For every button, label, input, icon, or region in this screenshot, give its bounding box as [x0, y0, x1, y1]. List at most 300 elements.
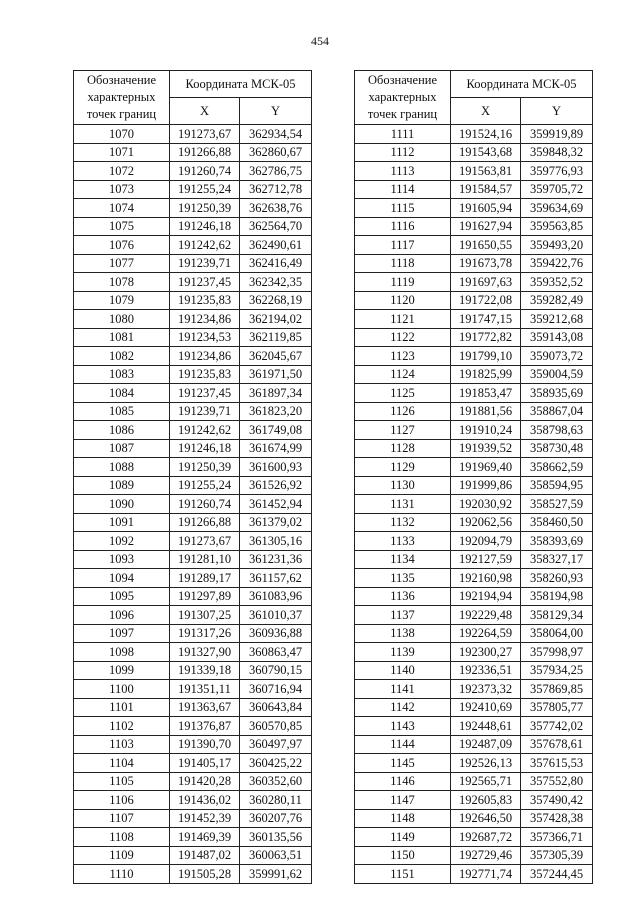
y-coordinate-cell: 361157,62 — [240, 569, 312, 588]
x-coordinate-cell: 191487,02 — [170, 846, 240, 865]
y-coordinate-cell: 360352,60 — [240, 772, 312, 791]
table-row — [74, 643, 312, 662]
x-coordinate-cell: 192526,13 — [451, 754, 521, 773]
y-coordinate-cell: 357305,39 — [521, 846, 593, 865]
table-row — [74, 772, 312, 791]
x-coordinate-cell: 192094,79 — [451, 532, 521, 551]
x-coordinate-cell: 191246,18 — [170, 217, 240, 236]
x-coordinate-cell: 191584,57 — [451, 180, 521, 199]
point-number-cell: 1070 — [74, 125, 170, 144]
table-row — [355, 402, 593, 421]
table-row — [74, 162, 312, 181]
x-coordinate-cell: 191266,88 — [170, 513, 240, 532]
x-coordinate-cell: 191260,74 — [170, 162, 240, 181]
point-label-header: Обозначение характерных точек границ — [355, 71, 451, 125]
x-coordinate-cell: 191436,02 — [170, 791, 240, 810]
y-coordinate-cell: 357366,71 — [521, 828, 593, 847]
y-coordinate-cell: 359991,62 — [240, 865, 312, 884]
table-row — [74, 846, 312, 865]
y-coordinate-cell: 360497,97 — [240, 735, 312, 754]
table-row — [74, 587, 312, 606]
point-number-cell: 1131 — [355, 495, 451, 514]
table-row — [74, 384, 312, 403]
y-coordinate-cell: 359705,72 — [521, 180, 593, 199]
point-number-cell: 1140 — [355, 661, 451, 680]
table-row — [74, 532, 312, 551]
point-number-cell: 1078 — [74, 273, 170, 292]
table-row — [74, 236, 312, 255]
x-coordinate-cell: 191697,63 — [451, 273, 521, 292]
point-number-cell: 1115 — [355, 199, 451, 218]
table-row — [74, 180, 312, 199]
y-coordinate-cell: 357490,42 — [521, 791, 593, 810]
x-coordinate-cell: 192336,51 — [451, 661, 521, 680]
table-row — [355, 643, 593, 662]
table-row — [355, 476, 593, 495]
y-coordinate-cell: 359563,85 — [521, 217, 593, 236]
x-coordinate-cell: 191234,86 — [170, 347, 240, 366]
table-row — [355, 717, 593, 736]
table-row — [74, 347, 312, 366]
y-coordinate-cell: 361010,37 — [240, 606, 312, 625]
point-number-cell: 1118 — [355, 254, 451, 273]
x-coordinate-cell: 192127,59 — [451, 550, 521, 569]
x-coordinate-cell: 191235,83 — [170, 291, 240, 310]
table-row — [355, 236, 593, 255]
point-number-cell: 1093 — [74, 550, 170, 569]
x-coordinate-cell: 191307,25 — [170, 606, 240, 625]
x-coordinate-cell: 191234,53 — [170, 328, 240, 347]
table-row — [74, 217, 312, 236]
x-coordinate-cell: 191881,56 — [451, 402, 521, 421]
point-number-cell: 1130 — [355, 476, 451, 495]
x-coordinate-cell: 191772,82 — [451, 328, 521, 347]
point-number-cell: 1139 — [355, 643, 451, 662]
y-coordinate-cell: 359004,59 — [521, 365, 593, 384]
x-coordinate-cell: 191799,10 — [451, 347, 521, 366]
point-number-cell: 1127 — [355, 421, 451, 440]
table-row — [355, 754, 593, 773]
table-row — [74, 698, 312, 717]
y-header: Y — [521, 98, 593, 125]
point-number-cell: 1087 — [74, 439, 170, 458]
point-label-header: Обозначение характерных точек границ — [74, 71, 170, 125]
point-number-cell: 1151 — [355, 865, 451, 884]
x-coordinate-cell: 192771,74 — [451, 865, 521, 884]
table-row — [74, 661, 312, 680]
point-number-cell: 1128 — [355, 439, 451, 458]
x-coordinate-cell: 192264,59 — [451, 624, 521, 643]
point-number-cell: 1103 — [74, 735, 170, 754]
y-coordinate-cell: 362045,67 — [240, 347, 312, 366]
table-row — [355, 384, 593, 403]
x-coordinate-cell: 192160,98 — [451, 569, 521, 588]
y-coordinate-cell: 357805,77 — [521, 698, 593, 717]
y-coordinate-cell: 357934,25 — [521, 661, 593, 680]
table-row — [355, 532, 593, 551]
y-coordinate-cell: 357552,80 — [521, 772, 593, 791]
x-coordinate-cell: 191260,74 — [170, 495, 240, 514]
y-coordinate-cell: 362119,85 — [240, 328, 312, 347]
x-coordinate-cell: 192229,48 — [451, 606, 521, 625]
y-coordinate-cell: 360425,22 — [240, 754, 312, 773]
x-coordinate-cell: 191351,11 — [170, 680, 240, 699]
table-body-left — [74, 125, 312, 884]
table-row — [74, 402, 312, 421]
x-coordinate-cell: 191910,24 — [451, 421, 521, 440]
y-coordinate-cell: 362638,76 — [240, 199, 312, 218]
y-coordinate-cell: 359493,20 — [521, 236, 593, 255]
point-number-cell: 1142 — [355, 698, 451, 717]
table-row — [355, 809, 593, 828]
table-row — [74, 310, 312, 329]
y-header: Y — [240, 98, 312, 125]
y-coordinate-cell: 358194,98 — [521, 587, 593, 606]
y-coordinate-cell: 358327,17 — [521, 550, 593, 569]
x-coordinate-cell: 191239,71 — [170, 402, 240, 421]
x-coordinate-cell: 192729,46 — [451, 846, 521, 865]
y-coordinate-cell: 362194,02 — [240, 310, 312, 329]
table-row — [355, 439, 593, 458]
x-coordinate-cell: 191722,08 — [451, 291, 521, 310]
x-coordinate-cell: 191242,62 — [170, 421, 240, 440]
point-number-cell: 1074 — [74, 199, 170, 218]
y-coordinate-cell: 360570,85 — [240, 717, 312, 736]
point-number-cell: 1106 — [74, 791, 170, 810]
point-number-cell: 1134 — [355, 550, 451, 569]
y-coordinate-cell: 361526,92 — [240, 476, 312, 495]
table-row — [74, 809, 312, 828]
point-number-cell: 1121 — [355, 310, 451, 329]
point-number-cell: 1086 — [74, 421, 170, 440]
coordinate-system-header: Координата МСК-05 — [451, 71, 593, 98]
y-coordinate-cell: 361083,96 — [240, 587, 312, 606]
point-number-cell: 1147 — [355, 791, 451, 810]
table-row — [355, 698, 593, 717]
table-row — [355, 550, 593, 569]
point-number-cell: 1150 — [355, 846, 451, 865]
x-coordinate-cell: 192687,72 — [451, 828, 521, 847]
table-row — [355, 143, 593, 162]
table-row — [355, 254, 593, 273]
x-coordinate-cell: 191376,87 — [170, 717, 240, 736]
y-coordinate-cell: 361674,99 — [240, 439, 312, 458]
table-row — [74, 717, 312, 736]
x-coordinate-cell: 192373,32 — [451, 680, 521, 699]
x-coordinate-cell: 191363,67 — [170, 698, 240, 717]
y-coordinate-cell: 360135,56 — [240, 828, 312, 847]
point-number-cell: 1096 — [74, 606, 170, 625]
table-row — [74, 791, 312, 810]
point-number-cell: 1094 — [74, 569, 170, 588]
table-row — [355, 310, 593, 329]
point-number-cell: 1104 — [74, 754, 170, 773]
point-number-cell: 1071 — [74, 143, 170, 162]
y-coordinate-cell: 362564,70 — [240, 217, 312, 236]
table-row — [355, 365, 593, 384]
point-number-cell: 1088 — [74, 458, 170, 477]
x-coordinate-cell: 191255,24 — [170, 476, 240, 495]
point-number-cell: 1105 — [74, 772, 170, 791]
x-coordinate-cell: 192646,50 — [451, 809, 521, 828]
table-row — [74, 680, 312, 699]
table-row — [74, 125, 312, 144]
table-row — [74, 199, 312, 218]
point-number-cell: 1089 — [74, 476, 170, 495]
x-coordinate-cell: 191390,70 — [170, 735, 240, 754]
point-number-cell: 1132 — [355, 513, 451, 532]
table-row — [355, 661, 593, 680]
table-row — [74, 513, 312, 532]
y-coordinate-cell: 361600,93 — [240, 458, 312, 477]
x-coordinate-cell: 191469,39 — [170, 828, 240, 847]
point-number-cell: 1082 — [74, 347, 170, 366]
x-coordinate-cell: 191673,78 — [451, 254, 521, 273]
table-row — [355, 587, 593, 606]
point-number-cell: 1102 — [74, 717, 170, 736]
x-coordinate-cell: 191999,86 — [451, 476, 521, 495]
point-number-cell: 1080 — [74, 310, 170, 329]
x-coordinate-cell: 191505,28 — [170, 865, 240, 884]
x-coordinate-cell: 191250,39 — [170, 458, 240, 477]
point-number-cell: 1124 — [355, 365, 451, 384]
table-row — [355, 569, 593, 588]
table-row — [355, 846, 593, 865]
table-row — [74, 476, 312, 495]
x-coordinate-cell: 192030,92 — [451, 495, 521, 514]
point-number-cell: 1143 — [355, 717, 451, 736]
point-number-cell: 1097 — [74, 624, 170, 643]
point-number-cell: 1146 — [355, 772, 451, 791]
point-number-cell: 1108 — [74, 828, 170, 847]
table-row — [355, 125, 593, 144]
y-coordinate-cell: 361971,50 — [240, 365, 312, 384]
point-number-cell: 1141 — [355, 680, 451, 699]
table-row — [74, 495, 312, 514]
y-coordinate-cell: 362342,35 — [240, 273, 312, 292]
point-number-cell: 1149 — [355, 828, 451, 847]
point-number-cell: 1122 — [355, 328, 451, 347]
y-coordinate-cell: 362860,67 — [240, 143, 312, 162]
y-coordinate-cell: 362712,78 — [240, 180, 312, 199]
point-number-cell: 1125 — [355, 384, 451, 403]
table-row — [355, 624, 593, 643]
table-row — [74, 624, 312, 643]
x-coordinate-cell: 191605,94 — [451, 199, 521, 218]
y-coordinate-cell: 359143,08 — [521, 328, 593, 347]
table-row — [74, 421, 312, 440]
point-number-cell: 1145 — [355, 754, 451, 773]
table-row — [355, 217, 593, 236]
y-coordinate-cell: 359422,76 — [521, 254, 593, 273]
table-row — [355, 791, 593, 810]
point-number-cell: 1117 — [355, 236, 451, 255]
table-row — [74, 828, 312, 847]
x-coordinate-cell: 191237,45 — [170, 384, 240, 403]
table-row — [355, 347, 593, 366]
table-row — [74, 439, 312, 458]
x-coordinate-cell: 191239,71 — [170, 254, 240, 273]
table-row — [74, 606, 312, 625]
table-row — [355, 291, 593, 310]
point-number-cell: 1148 — [355, 809, 451, 828]
y-coordinate-cell: 360643,84 — [240, 698, 312, 717]
x-coordinate-cell: 191452,39 — [170, 809, 240, 828]
table-row — [355, 865, 593, 884]
y-coordinate-cell: 360790,15 — [240, 661, 312, 680]
x-coordinate-cell: 191524,16 — [451, 125, 521, 144]
x-coordinate-cell: 191317,26 — [170, 624, 240, 643]
y-coordinate-cell: 359634,69 — [521, 199, 593, 218]
y-coordinate-cell: 361379,02 — [240, 513, 312, 532]
page-number: 454 — [311, 34, 329, 48]
x-coordinate-cell: 191235,83 — [170, 365, 240, 384]
point-number-cell: 1126 — [355, 402, 451, 421]
table-row — [74, 143, 312, 162]
point-number-cell: 1084 — [74, 384, 170, 403]
table-row — [74, 328, 312, 347]
x-coordinate-cell: 192605,83 — [451, 791, 521, 810]
y-coordinate-cell: 357678,61 — [521, 735, 593, 754]
table-row — [355, 680, 593, 699]
table-row — [355, 273, 593, 292]
point-number-cell: 1137 — [355, 606, 451, 625]
y-coordinate-cell: 361823,20 — [240, 402, 312, 421]
point-number-cell: 1123 — [355, 347, 451, 366]
table-row — [74, 754, 312, 773]
table-body-right — [355, 125, 593, 884]
y-coordinate-cell: 360280,11 — [240, 791, 312, 810]
point-number-cell: 1111 — [355, 125, 451, 144]
x-coordinate-cell: 191627,94 — [451, 217, 521, 236]
x-coordinate-cell: 191250,39 — [170, 199, 240, 218]
point-number-cell: 1116 — [355, 217, 451, 236]
x-coordinate-cell: 191339,18 — [170, 661, 240, 680]
point-number-cell: 1098 — [74, 643, 170, 662]
x-coordinate-cell: 191242,62 — [170, 236, 240, 255]
y-coordinate-cell: 360863,47 — [240, 643, 312, 662]
y-coordinate-cell: 358064,00 — [521, 624, 593, 643]
point-number-cell: 1075 — [74, 217, 170, 236]
table-row — [355, 606, 593, 625]
point-number-cell: 1095 — [74, 587, 170, 606]
y-coordinate-cell: 358662,59 — [521, 458, 593, 477]
x-coordinate-cell: 191281,10 — [170, 550, 240, 569]
x-coordinate-cell: 191297,89 — [170, 587, 240, 606]
point-number-cell: 1073 — [74, 180, 170, 199]
table-row — [355, 458, 593, 477]
y-coordinate-cell: 358798,63 — [521, 421, 593, 440]
x-coordinate-cell: 192194,94 — [451, 587, 521, 606]
table-row — [74, 365, 312, 384]
x-coordinate-cell: 191273,67 — [170, 532, 240, 551]
x-coordinate-cell: 191234,86 — [170, 310, 240, 329]
y-coordinate-cell: 361897,34 — [240, 384, 312, 403]
y-coordinate-cell: 362786,75 — [240, 162, 312, 181]
x-coordinate-cell: 191650,55 — [451, 236, 521, 255]
y-coordinate-cell: 362268,19 — [240, 291, 312, 310]
point-number-cell: 1085 — [74, 402, 170, 421]
x-coordinate-cell: 191289,17 — [170, 569, 240, 588]
y-coordinate-cell: 359282,49 — [521, 291, 593, 310]
point-number-cell: 1081 — [74, 328, 170, 347]
point-number-cell: 1138 — [355, 624, 451, 643]
point-number-cell: 1109 — [74, 846, 170, 865]
y-coordinate-cell: 362416,49 — [240, 254, 312, 273]
x-coordinate-cell: 191969,40 — [451, 458, 521, 477]
table-row — [355, 162, 593, 181]
x-coordinate-cell: 191853,47 — [451, 384, 521, 403]
y-coordinate-cell: 359212,68 — [521, 310, 593, 329]
point-number-cell: 1119 — [355, 273, 451, 292]
y-coordinate-cell: 362934,54 — [240, 125, 312, 144]
x-coordinate-cell: 191543,68 — [451, 143, 521, 162]
y-coordinate-cell: 362490,61 — [240, 236, 312, 255]
point-number-cell: 1092 — [74, 532, 170, 551]
y-coordinate-cell: 358730,48 — [521, 439, 593, 458]
y-coordinate-cell: 358594,95 — [521, 476, 593, 495]
x-coordinate-cell: 191563,81 — [451, 162, 521, 181]
point-number-cell: 1144 — [355, 735, 451, 754]
x-header: X — [170, 98, 240, 125]
y-coordinate-cell: 360063,51 — [240, 846, 312, 865]
y-coordinate-cell: 357428,38 — [521, 809, 593, 828]
y-coordinate-cell: 360207,76 — [240, 809, 312, 828]
x-coordinate-cell: 192410,69 — [451, 698, 521, 717]
point-number-cell: 1120 — [355, 291, 451, 310]
point-number-cell: 1135 — [355, 569, 451, 588]
table-row — [355, 513, 593, 532]
table-row — [355, 199, 593, 218]
x-coordinate-cell: 191327,90 — [170, 643, 240, 662]
x-header: X — [451, 98, 521, 125]
point-number-cell: 1113 — [355, 162, 451, 181]
x-coordinate-cell: 192062,56 — [451, 513, 521, 532]
y-coordinate-cell: 358867,04 — [521, 402, 593, 421]
x-coordinate-cell: 191237,45 — [170, 273, 240, 292]
y-coordinate-cell: 358129,34 — [521, 606, 593, 625]
point-number-cell: 1133 — [355, 532, 451, 551]
table-row — [355, 328, 593, 347]
table-row — [74, 254, 312, 273]
y-coordinate-cell: 361305,16 — [240, 532, 312, 551]
table-row — [355, 421, 593, 440]
x-coordinate-cell: 191273,67 — [170, 125, 240, 144]
point-number-cell: 1101 — [74, 698, 170, 717]
y-coordinate-cell: 358393,69 — [521, 532, 593, 551]
point-number-cell: 1129 — [355, 458, 451, 477]
x-coordinate-cell: 191825,99 — [451, 365, 521, 384]
table-row — [74, 865, 312, 884]
point-number-cell: 1099 — [74, 661, 170, 680]
y-coordinate-cell: 357615,53 — [521, 754, 593, 773]
y-coordinate-cell: 358260,93 — [521, 569, 593, 588]
x-coordinate-cell: 191255,24 — [170, 180, 240, 199]
x-coordinate-cell: 192565,71 — [451, 772, 521, 791]
y-coordinate-cell: 359848,32 — [521, 143, 593, 162]
y-coordinate-cell: 361749,08 — [240, 421, 312, 440]
x-coordinate-cell: 191405,17 — [170, 754, 240, 773]
table-row — [355, 180, 593, 199]
point-number-cell: 1072 — [74, 162, 170, 181]
coordinate-system-header: Координата МСК-05 — [170, 71, 312, 98]
x-coordinate-cell: 191266,88 — [170, 143, 240, 162]
x-coordinate-cell: 192448,61 — [451, 717, 521, 736]
x-coordinate-cell: 191420,28 — [170, 772, 240, 791]
y-coordinate-cell: 357869,85 — [521, 680, 593, 699]
table-row — [355, 495, 593, 514]
y-coordinate-cell: 357998,97 — [521, 643, 593, 662]
